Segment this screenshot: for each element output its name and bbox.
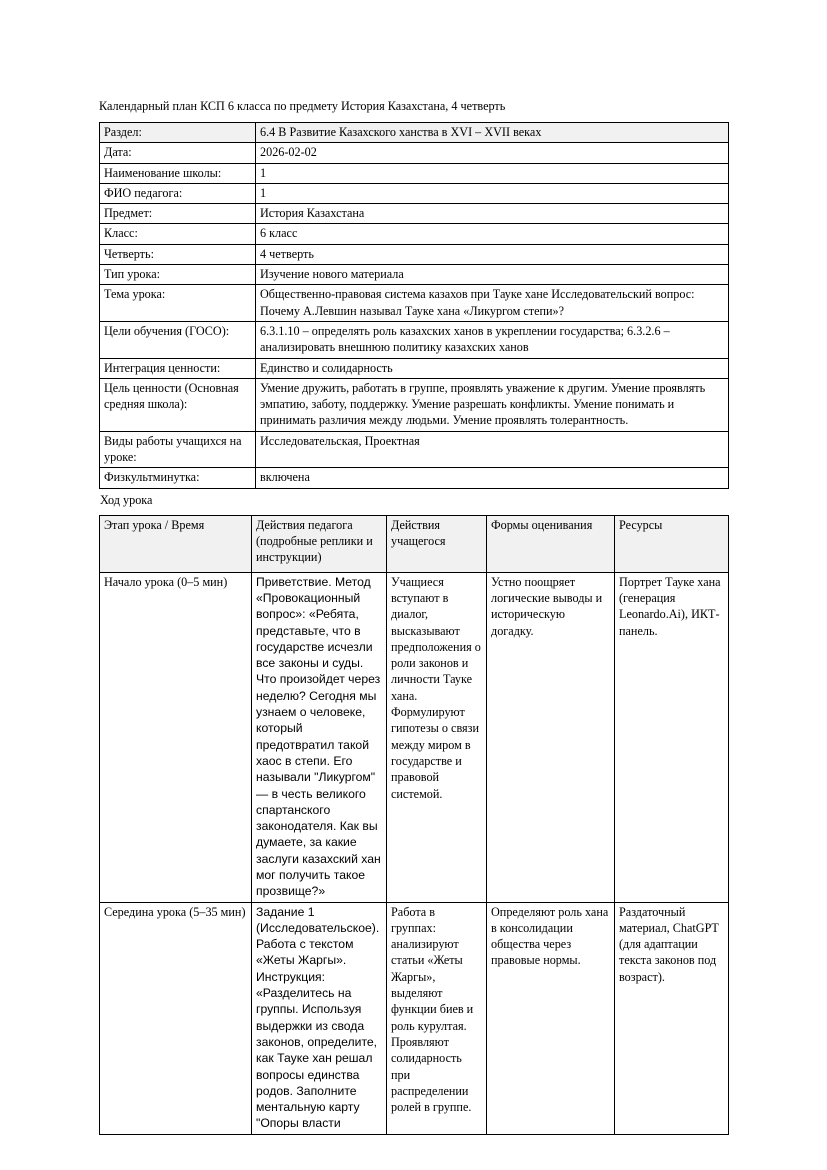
flow-assessment-cell: Устно поощряет логические выводы и историческую догадку. (487, 572, 615, 902)
table-row (100, 204, 729, 224)
info-row-label: Интеграция ценности: (100, 358, 256, 378)
info-row-value: Общественно-правовая система казахов при Тауке хане Исследовательский вопрос: Почему А.Левшин называл Тауке хана «Ликургом степи»? (256, 285, 729, 322)
flow-stage-cell: Середина урока (5–35 мин) (100, 902, 252, 1134)
lesson-flow-caption: Ход урока (100, 492, 153, 507)
flow-teacher-cell: Приветствие. Метод «Провокационный вопрос»: «Ребята, представьте, что в государстве исчезли все законы и суды. Что произойдет через неделю? Сегодня мы узнаем о человеке, который предотвратил такой хаос в степи. Его называли "Ликургом" — в честь великого спартанского законодателя. Как вы думаете, за какие заслуги казахский хан мог получить такое прозвище?» (252, 572, 387, 902)
flow-stage-cell: Начало урока (0–5 мин) (100, 572, 252, 902)
info-row-label: Наименование школы: (100, 163, 256, 183)
info-row-label: Цели обучения (ГОСО): (100, 321, 256, 358)
table-row (100, 265, 729, 285)
info-row-label: ФИО педагога: (100, 183, 256, 203)
info-row-label: Виды работы учащихся на уроке: (100, 431, 256, 468)
info-row-value: 1 (256, 183, 729, 203)
info-row-value: 4 четверть (256, 244, 729, 264)
table-row (100, 572, 729, 902)
flow-resources-cell: Раздаточный материал, ChatGPT (для адаптации текста законов под возраст). (615, 902, 729, 1134)
info-row-value: Умение дружить, работать в группе, проявлять уважение к другим. Умение проявлять эмпатию, заботу, поддержку. Умение разрешать конфликты. Умение понимать и принимать различия между людьми. Умение проявлять толерантность. (256, 378, 729, 431)
info-row-value: 6 класс (256, 224, 729, 244)
column-header-student-actions: Действия учащегося (387, 515, 487, 572)
flow-assessment-cell: Определяют роль хана в консолидации общества через правовые нормы. (487, 902, 615, 1134)
info-row-label: Цель ценности (Основная средняя школа): (100, 378, 256, 431)
info-row-label: Класс: (100, 224, 256, 244)
table-row (100, 244, 729, 264)
info-row-label: Раздел: (100, 123, 256, 143)
column-header-teacher-actions: Действия педагога (подробные реплики и инструкции) (252, 515, 387, 572)
table-row (100, 358, 729, 378)
info-row-value: 6.4 В Развитие Казахского ханства в XVI – XVII веках (256, 123, 729, 143)
flow-student-cell: Учащиеся вступают в диалог, высказывают предположения о роли законов и личности Тауке хана. Формулируют гипотезы о связи между миром в государстве и правовой системой. (387, 572, 487, 902)
info-row-label: Тип урока: (100, 265, 256, 285)
info-row-label: Предмет: (100, 204, 256, 224)
table-row (100, 224, 729, 244)
info-row-label: Физкультминутка: (100, 468, 256, 488)
table-row (100, 143, 729, 163)
lesson-flow-table-body (100, 572, 729, 1134)
column-header-stage: Этап урока / Время (100, 515, 252, 572)
table-row (100, 183, 729, 203)
info-row-value: 6.3.1.10 – определять роль казахских ханов в укреплении государства; 6.3.2.6 – анализировать внешнюю политику казахских ханов (256, 321, 729, 358)
table-header-row (100, 515, 729, 572)
page-title: Календарный план КСП 6 класса по предмету История Казахстана, 4 четверть (99, 99, 506, 113)
info-row-value: История Казахстана (256, 204, 729, 224)
column-header-assessment: Формы оценивания (487, 515, 615, 572)
table-row (100, 468, 729, 488)
info-row-value: Исследовательская, Проектная (256, 431, 729, 468)
lesson-info-table-body (100, 123, 729, 489)
table-row (100, 163, 729, 183)
table-row (100, 285, 729, 322)
info-row-value: Изучение нового материала (256, 265, 729, 285)
info-row-value: Единство и солидарность (256, 358, 729, 378)
table-row (100, 431, 729, 468)
table-row (100, 378, 729, 431)
lesson-info-table (99, 122, 729, 489)
table-row (100, 123, 729, 143)
info-row-label: Четверть: (100, 244, 256, 264)
page-content (99, 98, 728, 1135)
flow-resources-cell: Портрет Тауке хана (генерация Leonardo.Ai), ИКТ-панель. (615, 572, 729, 902)
table-row (100, 902, 729, 1134)
info-row-label: Тема урока: (100, 285, 256, 322)
info-row-value: 2026-02-02 (256, 143, 729, 163)
column-header-resources: Ресурсы (615, 515, 729, 572)
flow-student-cell: Работа в группах: анализируют статьи «Жеты Жаргы», выделяют функции биев и роль курултая. Проявляют солидарность при распределении ролей в группе. (387, 902, 487, 1134)
flow-teacher-cell: Задание 1 (Исследовательское). Работа с текстом «Жеты Жаргы». Инструкция: «Разделитесь на группы. Используя выдержки из свода законов, определите, как Тауке хан решал вопросы единства родов. Заполните ментальную карту "Опоры власти (252, 902, 387, 1134)
lesson-flow-table (99, 515, 729, 1135)
info-row-label: Дата: (100, 143, 256, 163)
table-row (100, 321, 729, 358)
info-row-value: включена (256, 468, 729, 488)
lesson-flow-table-header (100, 515, 729, 572)
info-row-value: 1 (256, 163, 729, 183)
